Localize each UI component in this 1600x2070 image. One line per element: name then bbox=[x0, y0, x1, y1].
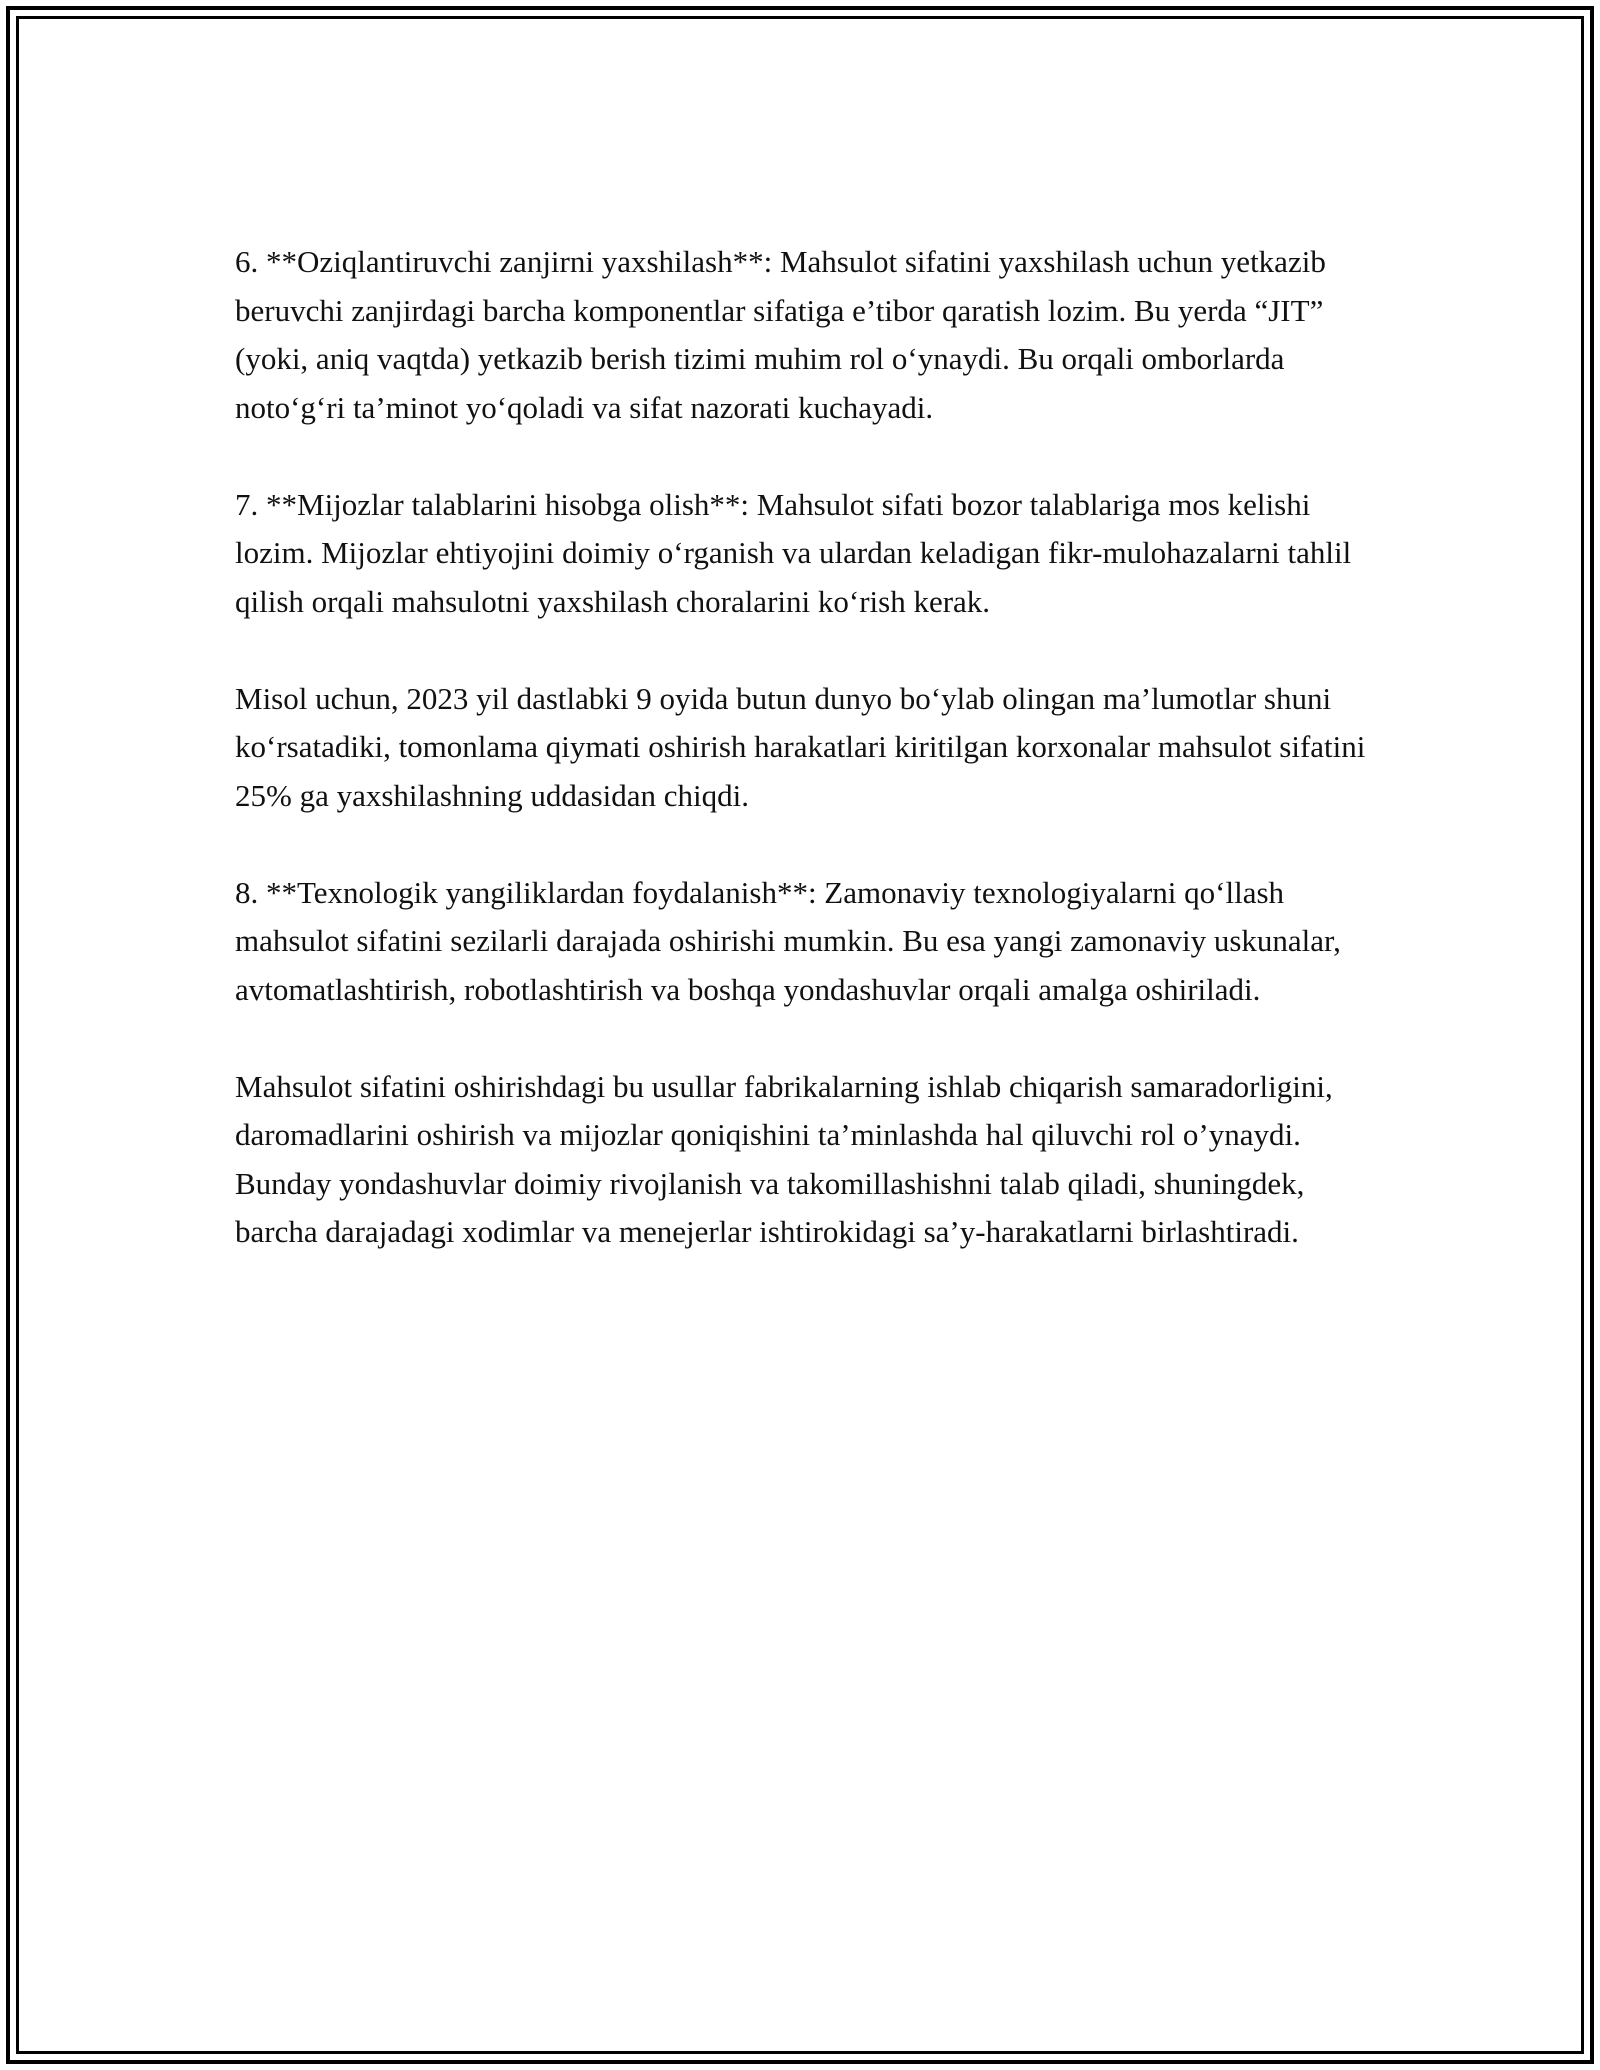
paragraph-customer-requirements: 7. **Mijozlar talablarini hisobga olish**: Mahsulot sifati bozor talablariga mos kelishi lozim. Mijozlar ehtiyojini doimiy o‘rganish va ulardan keladigan fikr-mulohazalarni tahlil qilish orqali mahsulotni yaxshilash choralarini ko‘rish kerak. bbox=[235, 486, 1352, 619]
paragraph-conclusion: Mahsulot sifatini oshirishdagi bu usullar fabrikalarning ishlab chiqarish samaradorligini, daromadlarini oshirish va mijozlar qoniqishini ta’minlashda hal qiluvchi rol o’ynaydi. Bunday yondashuvlar doimiy rivojlanish va takomillashishni talab qiladi, shuningdek, barcha darajadagi xodimlar va menejerlar ishtirokidagi sa’y-harakatlarni birlashtiradi. bbox=[235, 1068, 1333, 1249]
document-body bbox=[235, 238, 1385, 1305]
paragraph-technology: 8. **Texnologik yangiliklardan foydalanish**: Zamonaviy texnologiyalarni qo‘llash mahsulot sifatini sezilarli darajada oshirishi mumkin. Bu esa yangi zamonaviy uskunalar, avtomatlashtirish, robotlashtirish va boshqa yondashuvlar orqali amalga oshiriladi. bbox=[235, 874, 1341, 1007]
paragraph-supply-chain: 6. **Oziqlantiruvchi zanjirni yaxshilash**: Mahsulot sifatini yaxshilash uchun yetkazib beruvchi zanjirdagi barcha komponentlar sifatiga e’tibor qaratish lozim. Bu yerda “JIT” (yoki, aniq vaqtda) yetkazib berish tizimi muhim rol o‘ynaydi. Bu orqali omborlarda noto‘g‘ri ta’minot yo‘qoladi va sifat nazorati kuchayadi. bbox=[235, 244, 1326, 425]
paragraph-example-2023: Misol uchun, 2023 yil dastlabki 9 oyida butun dunyo bo‘ylab olingan ma’lumotlar shuni ko‘rsatadiki, tomonlama qiymati oshirish harakatlari kiritilgan korxonalar mahsulot sifatini 25% ga yaxshilashning uddasidan chiqdi. bbox=[235, 680, 1366, 813]
